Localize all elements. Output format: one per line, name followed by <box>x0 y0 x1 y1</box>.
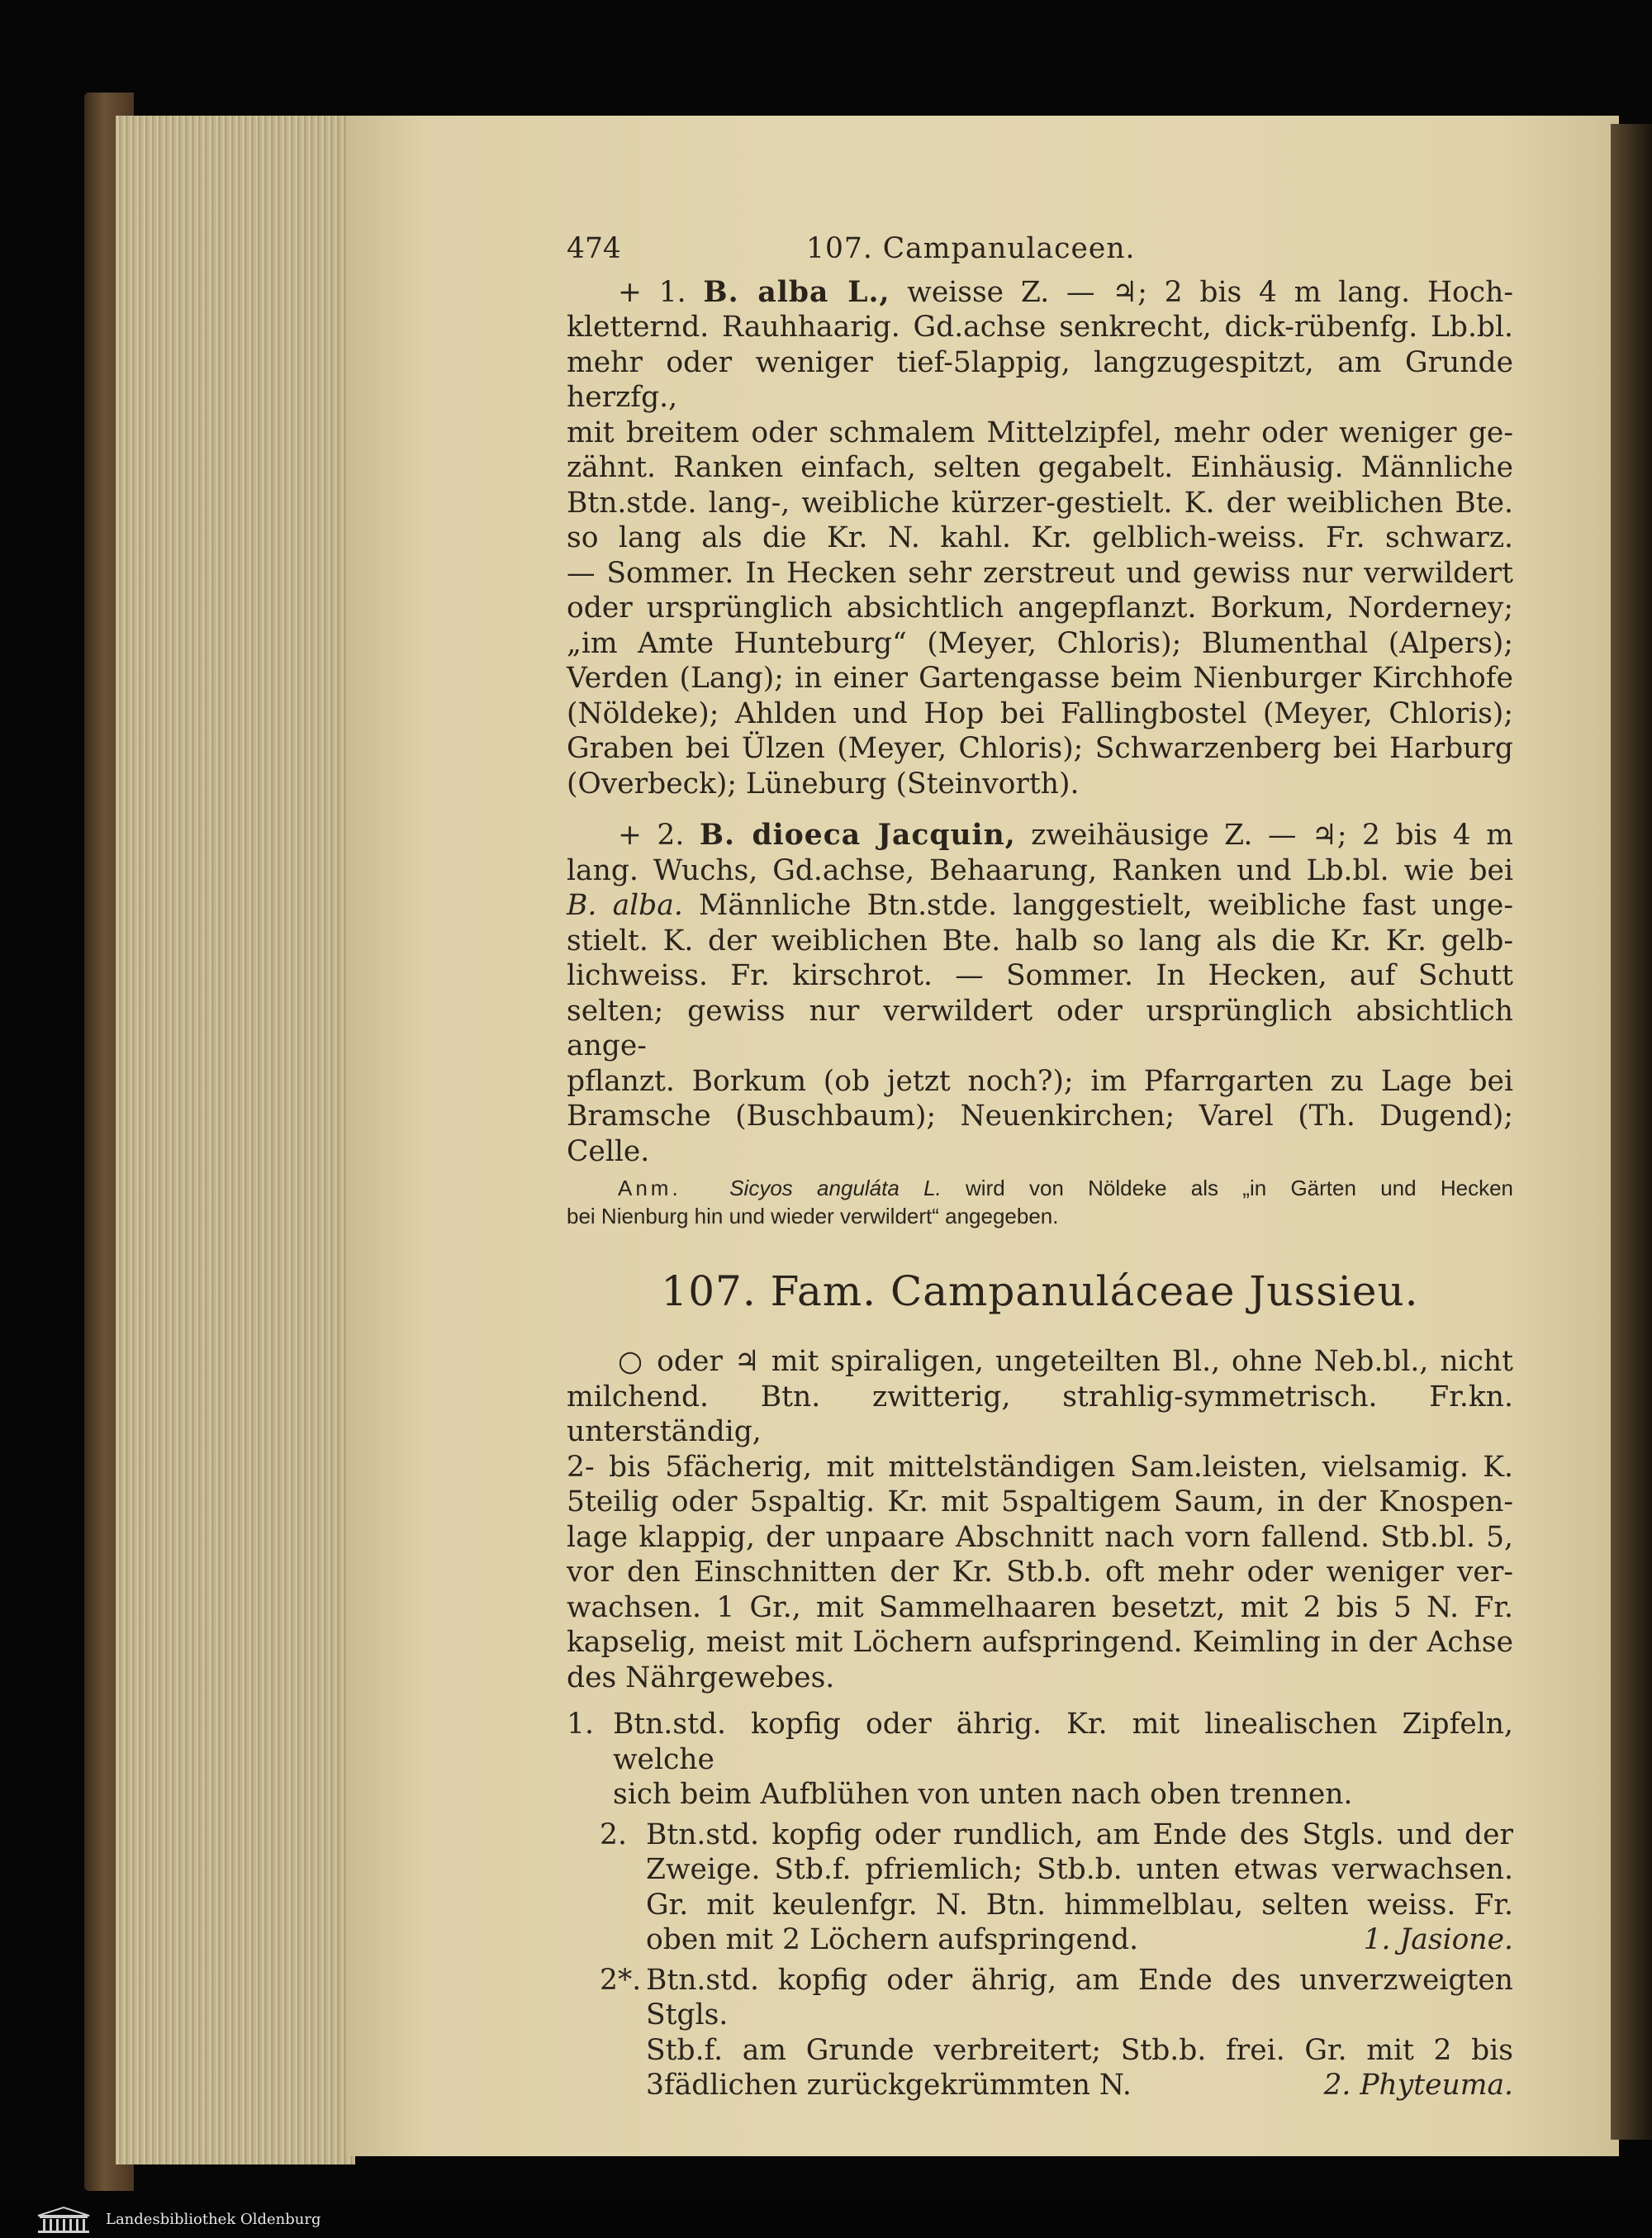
family-description <box>567 1344 1513 1695</box>
note-line: bei Nienburg hin und wieder verwildert“ angegeben. <box>567 1204 1059 1228</box>
entry-line: — Sommer. In Hecken sehr zerstreut und gewiss nur verwildert <box>567 556 1513 590</box>
entry-line: Btn.stde. lang-, weibliche kürzer-gestielt. K. der weiblichen Bte. <box>567 486 1513 520</box>
desc-line: ○ oder ♃ mit spiraligen, ungeteilten Bl., ohne Neb.bl., nicht <box>618 1345 1513 1378</box>
key-line: sich beim Aufblühen von unten nach oben trennen. <box>613 1778 1353 1811</box>
desc-line: 2- bis 5fächerig, mit mittelständigen Sam.leisten, vielsamig. K. <box>567 1450 1513 1484</box>
key-line: Btn.std. kopfig oder ährig, am Ende des unverzweigten Stgls. <box>646 1963 1513 2031</box>
entry-line: Verden (Lang); in einer Gartengasse beim Nienburger Kirchhofe <box>567 662 1513 695</box>
entry-line: so lang als die Kr. N. kahl. Kr. gelblich-weiss. Fr. schwarz. <box>567 521 1513 554</box>
entry-line: mit breitem oder schmalem Mittelzipfel, mehr oder weniger ge- <box>567 416 1513 449</box>
note-species: Sicyos anguláta L. <box>729 1176 942 1200</box>
desc-line: 5teilig oder 5spaltig. Kr. mit 5spaltigem Saum, in der Knospen- <box>567 1485 1513 1518</box>
key-number: 2*. <box>600 1963 642 1997</box>
entry-line: Bramsche (Buschbaum); Neuenkirchen; Varel (Th. Dugend); Celle. <box>567 1100 1513 1168</box>
entry-line: + 1. B. alba L., weisse Z. — ♃; 2 bis 4 m lang. Hoch- <box>618 275 1513 309</box>
page-number: 474 <box>567 232 621 265</box>
footer-bar <box>0 2201 1652 2238</box>
key-line: oben mit 2 Löchern aufspringend. 1. Jasione. <box>646 1923 1513 1956</box>
key-body <box>646 1817 1513 1958</box>
desc-line: lage klappig, der unpaare Abschnitt nach vorn fallend. Stb.bl. 5, <box>567 1520 1513 1554</box>
key-line: 3fädlichen zurückgekrümmten N. 2. Phyteuma. <box>646 2069 1513 2102</box>
key-line: Btn.std. kopfig oder rundlich, am Ende des Stgls. und der <box>646 1817 1513 1851</box>
key-line: Zweige. Stb.f. pfriemlich; Stb.b. unten etwas verwachsen. <box>646 1853 1513 1886</box>
entry-line: lang. Wuchs, Gd.achse, Behaarung, Ranken und Lb.bl. wie bei <box>567 853 1513 887</box>
desc-line: milchend. Btn. zwitterig, strahlig-symmetrisch. Fr.kn. unterständig, <box>567 1380 1513 1448</box>
entry-line: (Nöldeke); Ahlden und Hop bei Fallingbostel (Meyer, Chloris); <box>567 696 1513 730</box>
key-line: Stb.f. am Grunde verbreitert; Stb.b. frei. Gr. mit 2 bis <box>646 2033 1513 2067</box>
page-right-edge <box>1611 124 1652 2140</box>
page-edges <box>116 116 355 2164</box>
entry-line: Graben bei Ülzen (Meyer, Chloris); Schwarzenberg bei Harburg <box>567 732 1513 765</box>
page-content <box>567 231 1513 2103</box>
desc-line: wachsen. 1 Gr., mit Sammelhaaren besetzt, mit 2 bis 5 N. Fr. <box>567 1590 1513 1624</box>
note-line: Anm. Sicyos anguláta L. wird von Nöldeke als „in Gärten und Hecken <box>618 1176 1513 1200</box>
species-name: B. dioeca Jacquin, <box>699 819 1016 852</box>
key-line: Gr. mit keulenfgr. N. Btn. himmelblau, selten weiss. Fr. <box>646 1888 1513 1922</box>
species-name: B. alba L., <box>703 275 890 309</box>
entry-line: lichweiss. Fr. kirschrot. — Sommer. In Hecken, auf Schutt <box>567 959 1513 992</box>
key-body <box>613 1707 1513 1813</box>
entry-line: pflanzt. Borkum (ob jetzt noch?); im Pfarrgarten zu Lage bei <box>567 1064 1513 1098</box>
entry-line: zähnt. Ranken einfach, selten gegabelt. Einhäusig. Männliche <box>567 451 1513 484</box>
key-item <box>567 1707 1513 1813</box>
running-title: 107. Campanulaceen. <box>806 232 1136 265</box>
desc-line: des Nährgewebes. <box>567 1661 835 1694</box>
key-number: 2. <box>600 1817 627 1851</box>
entry-line: stielt. K. der weiblichen Bte. halb so lang als die Kr. Kr. gelb- <box>567 924 1513 957</box>
library-name: Landesbibliothek Oldenburg <box>106 2211 321 2228</box>
entry-line: B. alba. Männliche Btn.stde. langgestielt, weibliche fast unge- <box>567 889 1513 922</box>
entry-line: „im Amte Hunteburg“ (Meyer, Chloris); Blumenthal (Alpers); <box>567 626 1513 660</box>
desc-line: vor den Einschnitten der Kr. Stb.b. oft mehr oder weniger ver- <box>567 1556 1513 1589</box>
key-line: Btn.std. kopfig oder ährig. Kr. mit linealischen Zipfeln, welche <box>613 1708 1513 1776</box>
entry-line: kletternd. Rauhhaarig. Gd.achse senkrecht, dick-rübenfg. Lb.bl. <box>567 311 1513 344</box>
entry-bryonia-dioeca <box>567 818 1513 1169</box>
entry-line: mehr oder weniger tief-5lappig, langzugespitzt, am Grunde herzfg., <box>567 345 1513 414</box>
genus-result: 2. Phyteuma. <box>1323 2069 1513 2102</box>
entry-line: + 2. B. dioeca Jacquin, zweihäusige Z. — ♃; 2 bis 4 m <box>618 819 1513 852</box>
entry-line: selten; gewiss nur verwildert oder ursprünglich absichtlich ange- <box>567 994 1513 1062</box>
note-label: Anm. <box>618 1176 681 1200</box>
annotation-note <box>567 1174 1513 1230</box>
library-building-icon <box>36 2206 91 2234</box>
key-item <box>567 1963 1513 2103</box>
entry-line: oder ursprünglich absichtlich angepflanzt. Borkum, Norderney; <box>567 592 1513 625</box>
key-number: 1. <box>567 1708 594 1741</box>
desc-line: kapselig, meist mit Löchern aufspringend. Keimling in der Achse <box>567 1626 1513 1659</box>
entry-line: (Overbeck); Lüneburg (Steinvorth). <box>567 767 1080 801</box>
key-item <box>567 1817 1513 1958</box>
entry-bryonia-alba <box>567 275 1513 802</box>
key-body <box>646 1963 1513 2103</box>
page-header <box>567 231 1513 267</box>
family-title: 107. Fam. Campanuláceae Jussieu. <box>661 1267 1419 1315</box>
genus-result: 1. Jasione. <box>1363 1923 1513 1956</box>
